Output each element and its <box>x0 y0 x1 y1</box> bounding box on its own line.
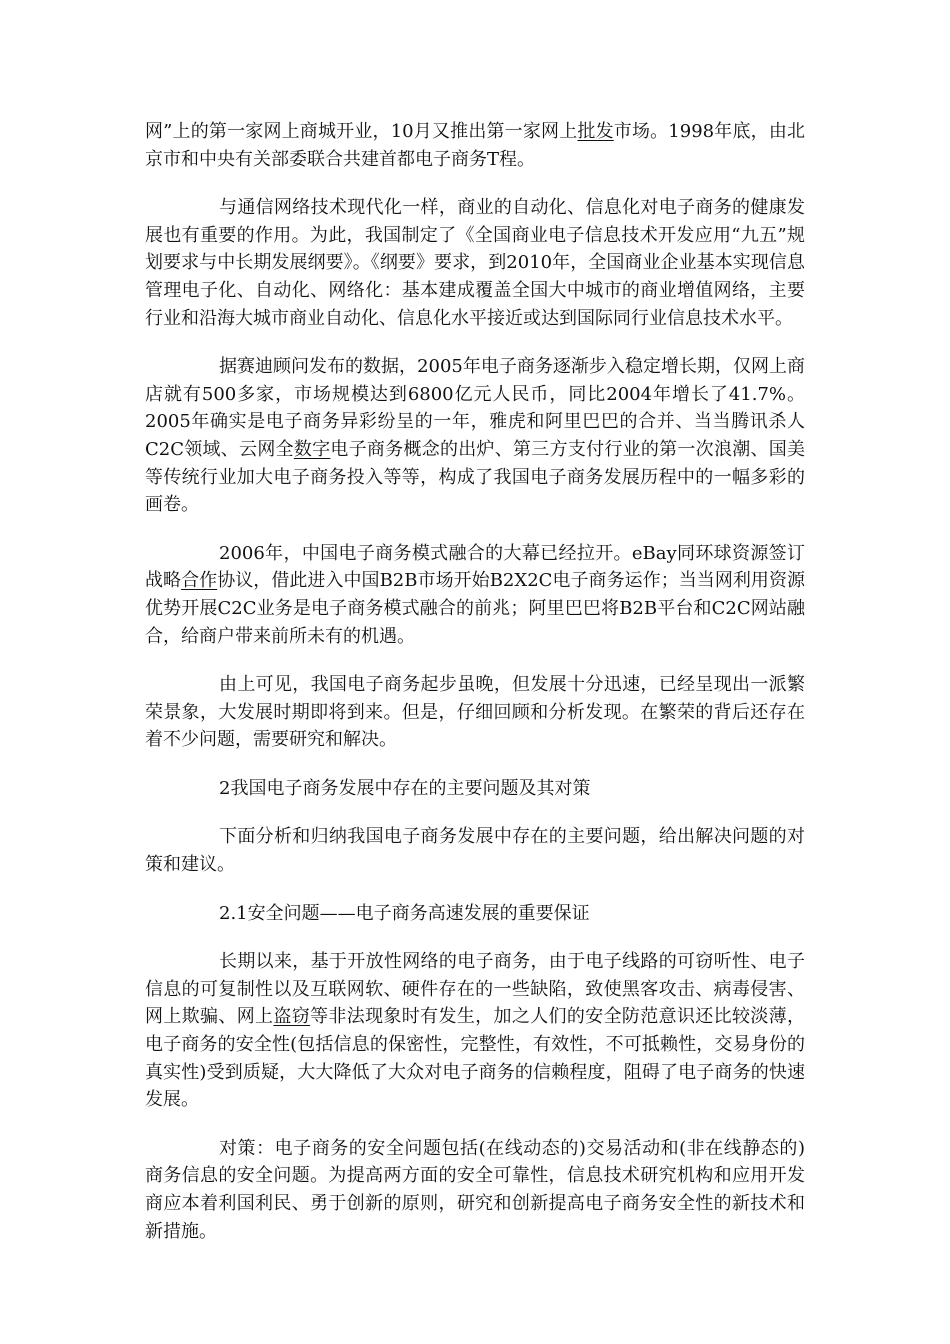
text-run: 2.1安全问题——电子商务高速发展的重要保证 <box>219 902 590 924</box>
body-paragraph <box>145 118 805 173</box>
body-paragraph <box>145 823 805 878</box>
hyperlink[interactable]: 数字 <box>293 438 331 460</box>
text-run: 网”上的第一家网上商城开业，10月又推出第一家网上 <box>145 121 578 142</box>
body-paragraph <box>145 948 805 1114</box>
text-run: 下面分析和归纳我国电子商务发展中存在的主要问题，给出解决问题的对策和建议。 <box>145 826 805 876</box>
body-paragraph <box>145 671 805 754</box>
text-run: 协议，借此进入中国B2B市场开始B2X2C电子商务运作；当当网利用资源优势开展C2C业务是电子商务模式融合的前兆；阿里巴巴将B2B平台和C2C网站融合，给商户带来前所未有的机遇。 <box>145 570 806 647</box>
hyperlink[interactable]: 合作 <box>181 570 218 592</box>
body-paragraph <box>145 353 805 519</box>
body-paragraph <box>145 1135 805 1245</box>
text-run: 等非法现象时有发生，加之人们的安全防范意识还比较淡薄，电子商务的安全性(包括信息的保密性，完整性，有效性，不可抵赖性，交易身份的真实性)受到质疑，大大降低了大众对电子商务的信赖程度，阻碍了电子商务的快速发展。 <box>145 1006 806 1111</box>
section-heading <box>145 775 805 803</box>
hyperlink[interactable]: 批发 <box>577 121 614 142</box>
body-paragraph <box>145 540 805 650</box>
text-run: 由上可见，我国电子商务起步虽晚，但发展十分迅速，已经呈现出一派繁荣景象，大发展时期即将到来。但是，仔细回顾和分析发现。在繁荣的背后还存在着不少问题，需要研究和解决。 <box>145 674 805 751</box>
text-run: 电子商务概念的出炉、第三方支付行业的第一次浪潮、国美等传统行业加大电子商务投入等等，构成了我国电子商务发展历程中的一幅多彩的画卷。 <box>145 438 806 516</box>
hyperlink[interactable]: 盗窃 <box>273 1006 311 1028</box>
text-run: 对策：电子商务的安全问题包括(在线动态的)交易活动和(非在线静态的)商务信息的安全问题。为提高两方面的安全可靠性，信息技术研究机构和应用开发商应本着利国利民、勇于创新的原则，研究和创新提高电子商务安全性的新技术和新措施。 <box>145 1137 805 1242</box>
section-heading <box>145 900 805 928</box>
text-run: 市场。1998年底，由北京市和中央有关部委联合共建首都电子商务T程。 <box>145 121 806 170</box>
text-run: 长期以来，基于开放性网络的电子商务，由于电子线路的可窃听性、电子信息的可复制性以及互联网软、硬件存在的一些缺陷，致使黑客攻击、病毒侵害、网上欺骗、网上 <box>145 951 805 1028</box>
text-run: 与通信网络技术现代化一样，商业的自动化、信息化对电子商务的健康发展也有重要的作用。为此，我国制定了《全国商业电子信息技术开发应用“九五”规划要求与中长期发展纲要》。《纲要》要求，到2010年，全国商业企业基本实现信息管理电子化、自动化、网络化：基本建成覆盖全国大中城市的商业增值网络，主要行业和沿海大城市商业自动化、信息化水平接近或达到国际同行业信息技术水平。 <box>145 197 805 329</box>
body-paragraph <box>145 194 805 332</box>
text-run: 2我国电子商务发展中存在的主要问题及其对策 <box>219 777 591 799</box>
text-run: 2006年，中国电子商务模式融合的大幕已经拉开。eBay同环球资源签订战略 <box>145 542 805 592</box>
document-page <box>145 118 805 1266</box>
text-run: 据赛迪顾问发布的数据，2005年电子商务逐渐步入稳定增长期，仅网上商店就有500多家，市场规模达到6800亿元人民币，同比2004年增长了41.7%。2005年确实是电子商务异彩纷呈的一年，雅虎和阿里巴巴的合并、当当腾讯杀人C2C领域、云网全 <box>145 356 805 460</box>
